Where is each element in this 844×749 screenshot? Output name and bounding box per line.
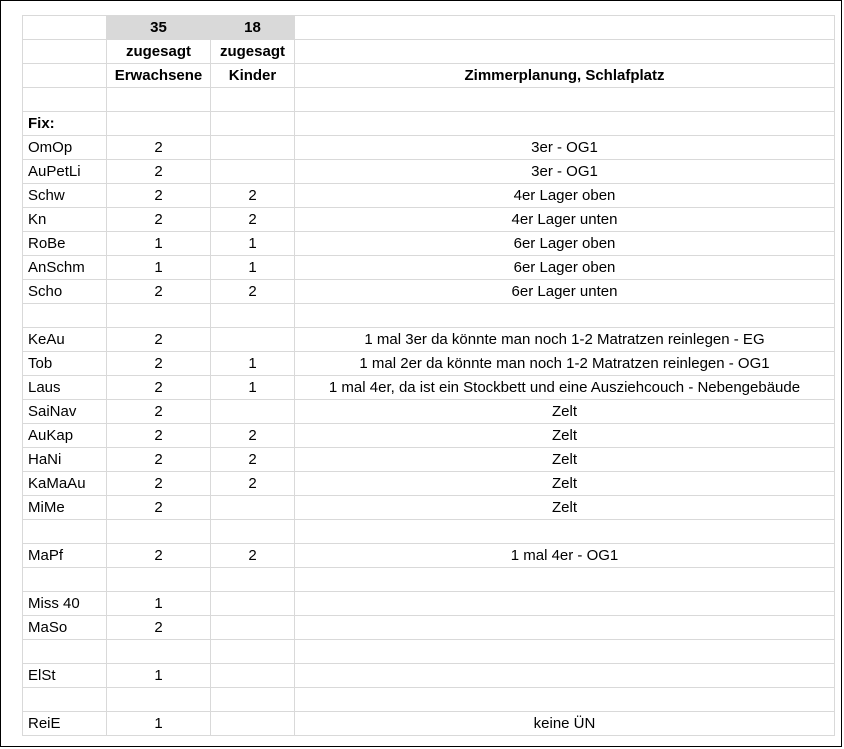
kids-cell[interactable]	[211, 112, 295, 136]
name-cell[interactable]: RoBe	[23, 232, 107, 256]
name-cell[interactable]: ElSt	[23, 664, 107, 688]
adults-cell[interactable]: 1	[107, 256, 211, 280]
kids-cell[interactable]: 2	[211, 280, 295, 304]
adults-cell[interactable]	[107, 112, 211, 136]
table-row	[23, 688, 835, 712]
kids-cell[interactable]	[211, 568, 295, 592]
table-row	[23, 400, 835, 424]
header-row-labels-1	[23, 40, 835, 64]
table-row	[23, 376, 835, 400]
name-cell[interactable]: Scho	[23, 280, 107, 304]
name-cell[interactable]: Tob	[23, 352, 107, 376]
room-cell[interactable]: 1 mal 4er - OG1	[295, 544, 835, 568]
name-cell[interactable]	[23, 568, 107, 592]
kids-cell[interactable]	[211, 520, 295, 544]
name-cell[interactable]: MaPf	[23, 544, 107, 568]
name-cell[interactable]	[23, 304, 107, 328]
adults-cell[interactable]: 2	[107, 208, 211, 232]
table-row	[23, 568, 835, 592]
table-row	[23, 496, 835, 520]
kids-cell[interactable]	[211, 664, 295, 688]
adults-label-cell[interactable]: zugesagt	[107, 40, 211, 64]
room-cell[interactable]	[295, 304, 835, 328]
room-cell[interactable]	[295, 688, 835, 712]
header-row-labels-2	[23, 64, 835, 88]
adults-cell[interactable]: 1	[107, 712, 211, 736]
name-cell[interactable]: ReiE	[23, 712, 107, 736]
name-cell[interactable]	[23, 688, 107, 712]
room-cell[interactable]: 3er - OG1	[295, 136, 835, 160]
adults-cell[interactable]: 2	[107, 616, 211, 640]
kids-cell[interactable]	[211, 688, 295, 712]
room-planning-column-header[interactable]: Zimmerplanung, Schlafplatz	[295, 64, 835, 88]
table-row	[23, 544, 835, 568]
name-cell[interactable]: KeAu	[23, 328, 107, 352]
table-row	[23, 136, 835, 160]
empty-cell[interactable]	[23, 16, 107, 40]
room-cell[interactable]: Zelt	[295, 400, 835, 424]
kids-cell[interactable]	[211, 328, 295, 352]
adults-column-header[interactable]: Erwachsene	[107, 64, 211, 88]
header-row-totals	[23, 16, 835, 40]
name-cell[interactable]	[23, 520, 107, 544]
room-cell[interactable]: 4er Lager oben	[295, 184, 835, 208]
table-row	[23, 424, 835, 448]
name-cell[interactable]: SaiNav	[23, 400, 107, 424]
adults-cell[interactable]: 2	[107, 448, 211, 472]
room-cell[interactable]: Zelt	[295, 496, 835, 520]
kids-cell[interactable]: 1	[211, 376, 295, 400]
room-cell[interactable]: 1 mal 3er da könnte man noch 1-2 Matratzen reinlegen - EG	[295, 328, 835, 352]
room-cell[interactable]: 6er Lager oben	[295, 256, 835, 280]
name-cell[interactable]: AuPetLi	[23, 160, 107, 184]
room-cell[interactable]: 4er Lager unten	[295, 208, 835, 232]
room-cell[interactable]	[295, 592, 835, 616]
name-cell[interactable]	[23, 88, 107, 112]
kids-cell[interactable]	[211, 592, 295, 616]
adults-cell[interactable]: 2	[107, 136, 211, 160]
room-cell[interactable]: 6er Lager unten	[295, 280, 835, 304]
kids-cell[interactable]: 1	[211, 352, 295, 376]
adults-cell[interactable]	[107, 520, 211, 544]
kids-cell[interactable]	[211, 640, 295, 664]
room-cell[interactable]: keine ÜN	[295, 712, 835, 736]
adults-cell[interactable]: 2	[107, 376, 211, 400]
adults-cell[interactable]	[107, 640, 211, 664]
adults-cell[interactable]	[107, 568, 211, 592]
planning-table	[22, 15, 835, 736]
room-cell[interactable]: 1 mal 4er, da ist ein Stockbett und eine Ausziehcouch - Nebengebäude	[295, 376, 835, 400]
table-row	[23, 184, 835, 208]
kids-cell[interactable]: 2	[211, 424, 295, 448]
room-cell[interactable]: Zelt	[295, 424, 835, 448]
kids-cell[interactable]: 1	[211, 232, 295, 256]
kids-cell[interactable]: 2	[211, 472, 295, 496]
adults-total-cell[interactable]: 35	[107, 16, 211, 40]
adults-cell[interactable]: 2	[107, 400, 211, 424]
room-cell[interactable]: Zelt	[295, 472, 835, 496]
table-row	[23, 256, 835, 280]
name-cell[interactable]: OmOp	[23, 136, 107, 160]
table-row	[23, 616, 835, 640]
room-cell[interactable]	[295, 112, 835, 136]
kids-cell[interactable]: 2	[211, 544, 295, 568]
kids-cell[interactable]	[211, 304, 295, 328]
kids-cell[interactable]	[211, 88, 295, 112]
name-cell[interactable]: Miss 40	[23, 592, 107, 616]
name-cell[interactable]: Schw	[23, 184, 107, 208]
table-row	[23, 448, 835, 472]
table-row	[23, 208, 835, 232]
table-row	[23, 592, 835, 616]
room-cell[interactable]: 6er Lager oben	[295, 232, 835, 256]
adults-cell[interactable]: 1	[107, 592, 211, 616]
room-cell[interactable]	[295, 640, 835, 664]
adults-cell[interactable]: 2	[107, 424, 211, 448]
kids-cell[interactable]	[211, 616, 295, 640]
kids-cell[interactable]: 2	[211, 448, 295, 472]
empty-cell[interactable]	[23, 40, 107, 64]
name-cell[interactable]: HaNi	[23, 448, 107, 472]
name-cell[interactable]: MiMe	[23, 496, 107, 520]
table-row	[23, 472, 835, 496]
name-cell[interactable]: AuKap	[23, 424, 107, 448]
room-cell[interactable]	[295, 520, 835, 544]
kids-cell[interactable]: 2	[211, 184, 295, 208]
empty-cell[interactable]	[295, 40, 835, 64]
table-row	[23, 640, 835, 664]
adults-cell[interactable]	[107, 304, 211, 328]
adults-cell[interactable]: 1	[107, 232, 211, 256]
table-row	[23, 520, 835, 544]
name-cell[interactable]: Kn	[23, 208, 107, 232]
empty-cell[interactable]	[295, 16, 835, 40]
kids-cell[interactable]	[211, 160, 295, 184]
name-cell[interactable]	[23, 640, 107, 664]
adults-cell[interactable]	[107, 688, 211, 712]
name-cell[interactable]: MaSo	[23, 616, 107, 640]
name-cell[interactable]: AnSchm	[23, 256, 107, 280]
name-cell[interactable]: Fix:	[23, 112, 107, 136]
kids-cell[interactable]: 1	[211, 256, 295, 280]
adults-cell[interactable]: 2	[107, 544, 211, 568]
name-cell[interactable]: Laus	[23, 376, 107, 400]
table-row	[23, 712, 835, 736]
kids-cell[interactable]	[211, 712, 295, 736]
kids-cell[interactable]: 2	[211, 208, 295, 232]
table-row	[23, 664, 835, 688]
room-cell[interactable]: 3er - OG1	[295, 160, 835, 184]
table-row	[23, 280, 835, 304]
room-cell[interactable]	[295, 568, 835, 592]
table-row	[23, 232, 835, 256]
table-row	[23, 88, 835, 112]
adults-cell[interactable]: 2	[107, 184, 211, 208]
children-total-cell[interactable]: 18	[211, 16, 295, 40]
children-label-cell[interactable]: zugesagt	[211, 40, 295, 64]
kids-cell[interactable]	[211, 136, 295, 160]
adults-cell[interactable]: 1	[107, 664, 211, 688]
adults-cell[interactable]: 2	[107, 496, 211, 520]
children-column-header[interactable]: Kinder	[211, 64, 295, 88]
adults-cell[interactable]: 2	[107, 472, 211, 496]
room-cell[interactable]: Zelt	[295, 448, 835, 472]
empty-cell[interactable]	[23, 64, 107, 88]
table-row	[23, 112, 835, 136]
adults-cell[interactable]	[107, 88, 211, 112]
adults-cell[interactable]: 2	[107, 160, 211, 184]
kids-cell[interactable]	[211, 496, 295, 520]
adults-cell[interactable]: 2	[107, 328, 211, 352]
table-row	[23, 352, 835, 376]
adults-cell[interactable]: 2	[107, 352, 211, 376]
room-cell[interactable]	[295, 616, 835, 640]
kids-cell[interactable]	[211, 400, 295, 424]
room-cell[interactable]	[295, 664, 835, 688]
table-row	[23, 160, 835, 184]
adults-cell[interactable]: 2	[107, 280, 211, 304]
table-row	[23, 304, 835, 328]
room-cell[interactable]	[295, 88, 835, 112]
name-cell[interactable]: KaMaAu	[23, 472, 107, 496]
room-cell[interactable]: 1 mal 2er da könnte man noch 1-2 Matratzen reinlegen - OG1	[295, 352, 835, 376]
table-row	[23, 328, 835, 352]
